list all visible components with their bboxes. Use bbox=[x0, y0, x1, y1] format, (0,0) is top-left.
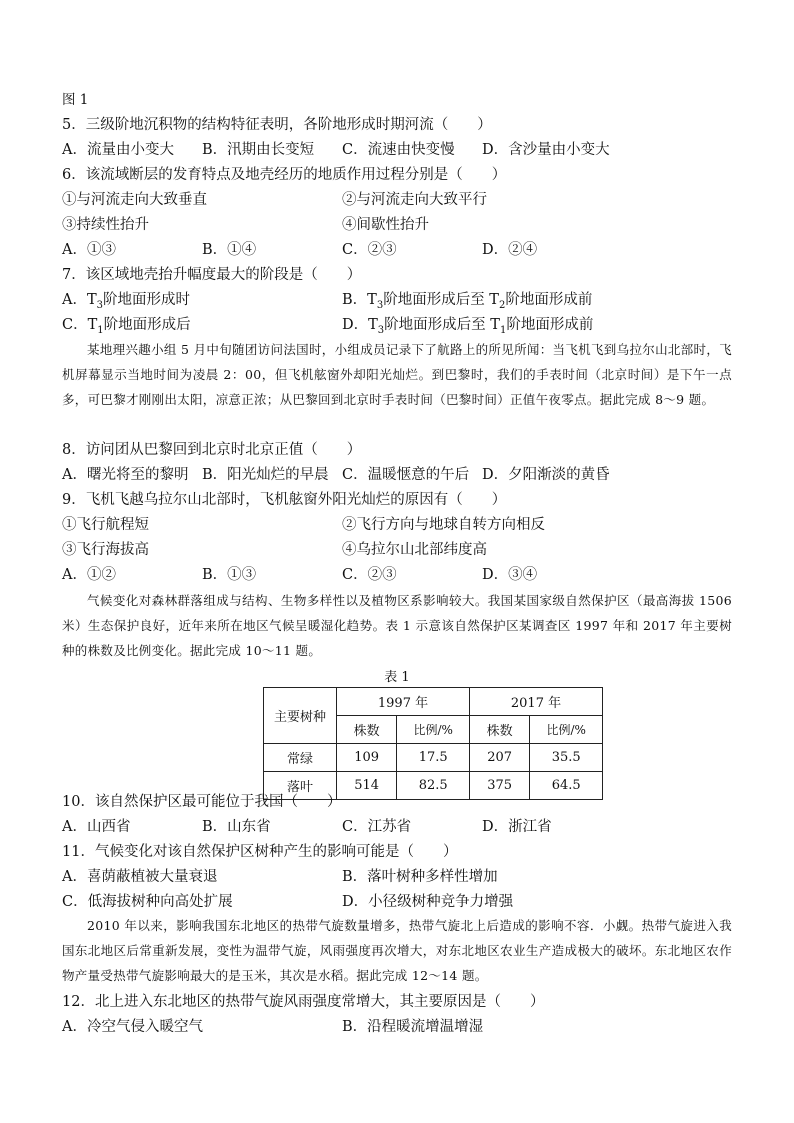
q12-option-b[interactable]: B．沿程暖流增温增湿 bbox=[342, 1019, 484, 1035]
q5-option-d[interactable]: D．含沙量由小变大 bbox=[482, 142, 610, 158]
q7-option-b-text: 阶地面形成前 bbox=[505, 292, 593, 308]
q7-option-d-subscript: 3 bbox=[377, 324, 385, 336]
passage-tropical-cyclone: 2010 年以来，影响我国东北地区的热带气旋数量增多，热带气旋北上后造成的影响不容．小觑。热带气旋进入我国东北地区后常重新发展，变性为温带气旋，风雨强度再次增大，对东北地区农业生产造成极大的破坏。东北地区农作物产量受热带气旋影响最大的是玉米，其次是水稻。据此完成 12～14 题。 bbox=[62, 918, 732, 983]
q7-option-d-prefix: D．T bbox=[342, 317, 378, 333]
q11-option-b[interactable]: B．落叶树种多样性增加 bbox=[342, 869, 498, 885]
q6-option-b[interactable]: B．①④ bbox=[202, 242, 257, 258]
question-6-stem: 6．该流域断层的发育特点及地壳经历的地质作用过程分别是（ ） bbox=[62, 167, 507, 183]
q6-option-a[interactable]: A．①③ bbox=[62, 242, 116, 258]
q7-option-b-subscript: 3 bbox=[376, 299, 384, 311]
q7-option-d-text: 阶地面形成前 bbox=[506, 317, 594, 333]
figure-label: 图 1 bbox=[62, 92, 89, 108]
q7-option-c-subscript: 1 bbox=[97, 324, 104, 336]
table-cell: 514 bbox=[337, 772, 397, 800]
table-cell: 109 bbox=[337, 744, 397, 772]
tree-species-table bbox=[263, 687, 603, 800]
q9-option-c[interactable]: C．②③ bbox=[342, 567, 397, 583]
question-12-stem: 12．北上进入东北地区的热带气旋风雨强度常增大，其主要原因是（ ） bbox=[62, 994, 545, 1010]
q8-option-c[interactable]: C．温暖惬意的午后 bbox=[342, 467, 470, 483]
table-subheader-count: 株数 bbox=[337, 716, 397, 744]
table-caption: 表 1 bbox=[384, 670, 410, 685]
q6-item-4: ④间歇性抬升 bbox=[342, 217, 429, 233]
question-8-stem: 8．访问团从巴黎回到北京时北京正值（ ） bbox=[62, 442, 362, 458]
table-cell: 207 bbox=[470, 744, 530, 772]
q11-option-c[interactable]: C．低海拔树种向高处扩展 bbox=[62, 894, 233, 910]
q6-option-c[interactable]: C．②③ bbox=[342, 242, 397, 258]
passage-nature-reserve: 气候变化对森林群落组成与结构、生物多样性以及植物区系影响较大。我国某国家级自然保护区（最高海拔 1506 米）生态保护良好，近年来所在地区气候呈暖湿化趋势。表 1 示意该自然保护区某调查区 1997 年和 2017 年主要树种的株数及比例变化。据此完成 10～11 题。 bbox=[62, 593, 732, 658]
q9-option-b[interactable]: B．①③ bbox=[202, 567, 257, 583]
table-cell: 35.5 bbox=[530, 744, 603, 772]
q7-option-d-subscript-2: 1 bbox=[499, 324, 507, 336]
q7-option-b-subscript-2: 2 bbox=[498, 299, 506, 311]
table-subheader-count: 株数 bbox=[470, 716, 530, 744]
q9-option-d[interactable]: D．③④ bbox=[482, 567, 538, 583]
table-cell: 82.5 bbox=[397, 772, 470, 800]
q10-option-d[interactable]: D．浙江省 bbox=[482, 819, 552, 835]
table-cell: 375 bbox=[470, 772, 530, 800]
table-cell: 17.5 bbox=[397, 744, 470, 772]
table-row-label: 常绿 bbox=[264, 744, 337, 772]
q6-option-d[interactable]: D．②④ bbox=[482, 242, 538, 258]
table-header-species: 主要树种 bbox=[264, 688, 337, 744]
question-9-stem: 9．飞机飞越乌拉尔山北部时，飞机舷窗外阳光灿烂的原因有（ ） bbox=[62, 492, 507, 508]
question-10-stem: 10．该自然保护区最可能位于我国（ ） bbox=[62, 794, 342, 810]
q7-option-a-text: 阶地面形成时 bbox=[103, 292, 191, 308]
q10-option-a[interactable]: A．山西省 bbox=[62, 819, 131, 835]
table-header-year-2017: 2017 年 bbox=[470, 688, 603, 716]
q7-option-d-middle: 阶地面形成后至 T bbox=[384, 317, 500, 333]
q6-item-1: ①与河流走向大致垂直 bbox=[62, 192, 207, 208]
q7-option-c-prefix: C．T bbox=[62, 317, 98, 333]
question-11-stem: 11．气候变化对该自然保护区树种产生的影响可能是（ ） bbox=[62, 844, 458, 860]
q11-option-d[interactable]: D．小径级树种竞争力增强 bbox=[342, 894, 514, 910]
q7-option-c-text: 阶地面形成后 bbox=[103, 317, 191, 333]
q9-item-4: ④乌拉尔山北部纬度高 bbox=[342, 542, 487, 558]
q7-option-a-prefix: A．T bbox=[62, 292, 97, 308]
q7-option-b-prefix: B．T bbox=[342, 292, 377, 308]
q7-option-b-middle: 阶地面形成后至 T bbox=[383, 292, 499, 308]
q7-option-a[interactable] bbox=[62, 290, 190, 316]
question-5-stem: 5．三级阶地沉积物的结构特征表明，各阶地形成时期河流（ ） bbox=[62, 117, 492, 133]
q9-item-2: ②飞行方向与地球自转方向相反 bbox=[342, 517, 545, 533]
q7-option-a-subscript: 3 bbox=[96, 299, 104, 311]
table-row bbox=[264, 744, 603, 772]
table-subheader-ratio: 比例/% bbox=[530, 716, 603, 744]
q8-option-d[interactable]: D．夕阳渐淡的黄昏 bbox=[482, 467, 610, 483]
q9-item-3: ③飞行海拔高 bbox=[62, 542, 149, 558]
q8-option-a[interactable]: A．曙光将至的黎明 bbox=[62, 467, 189, 483]
q6-item-3: ③持续性抬升 bbox=[62, 217, 149, 233]
q12-option-a[interactable]: A．冷空气侵入暖空气 bbox=[62, 1019, 203, 1035]
q10-option-c[interactable]: C．江苏省 bbox=[342, 819, 412, 835]
q9-option-a[interactable]: A．①② bbox=[62, 567, 116, 583]
table-row-label: 落叶 bbox=[264, 772, 337, 800]
q6-item-2: ②与河流走向大致平行 bbox=[342, 192, 487, 208]
q5-option-a[interactable]: A．流量由小变大 bbox=[62, 142, 174, 158]
q7-option-b[interactable] bbox=[342, 290, 592, 316]
q9-item-1: ①飞行航程短 bbox=[62, 517, 149, 533]
q5-option-c[interactable]: C．流速由快变慢 bbox=[342, 142, 455, 158]
question-7-stem: 7．该区域地壳抬升幅度最大的阶段是（ ） bbox=[62, 267, 362, 283]
table-subheader-ratio: 比例/% bbox=[397, 716, 470, 744]
table-cell: 64.5 bbox=[530, 772, 603, 800]
table-header-year-1997: 1997 年 bbox=[337, 688, 470, 716]
q11-option-a[interactable]: A．喜荫蔽植被大量衰退 bbox=[62, 869, 218, 885]
passage-flight-paris: 某地理兴趣小组 5 月中旬随团访问法国时，小组成员记录下了航路上的所见所闻：当飞机飞到乌拉尔山北部时，飞机屏幕显示当地时间为凌晨 2：00，但飞机舷窗外却阳光灿烂。到巴黎时，我们的手表时间（北京时间）是下午一点多，可巴黎才刚刚出太阳，凉意正浓；从巴黎回到北京时手表时间（巴黎时间）正值午夜零点。据此完成 8～9 题。 bbox=[62, 342, 732, 407]
q8-option-b[interactable]: B．阳光灿烂的早晨 bbox=[202, 467, 329, 483]
q10-option-b[interactable]: B．山东省 bbox=[202, 819, 271, 835]
q5-option-b[interactable]: B．汛期由长变短 bbox=[202, 142, 315, 158]
table-header-row bbox=[264, 688, 603, 716]
